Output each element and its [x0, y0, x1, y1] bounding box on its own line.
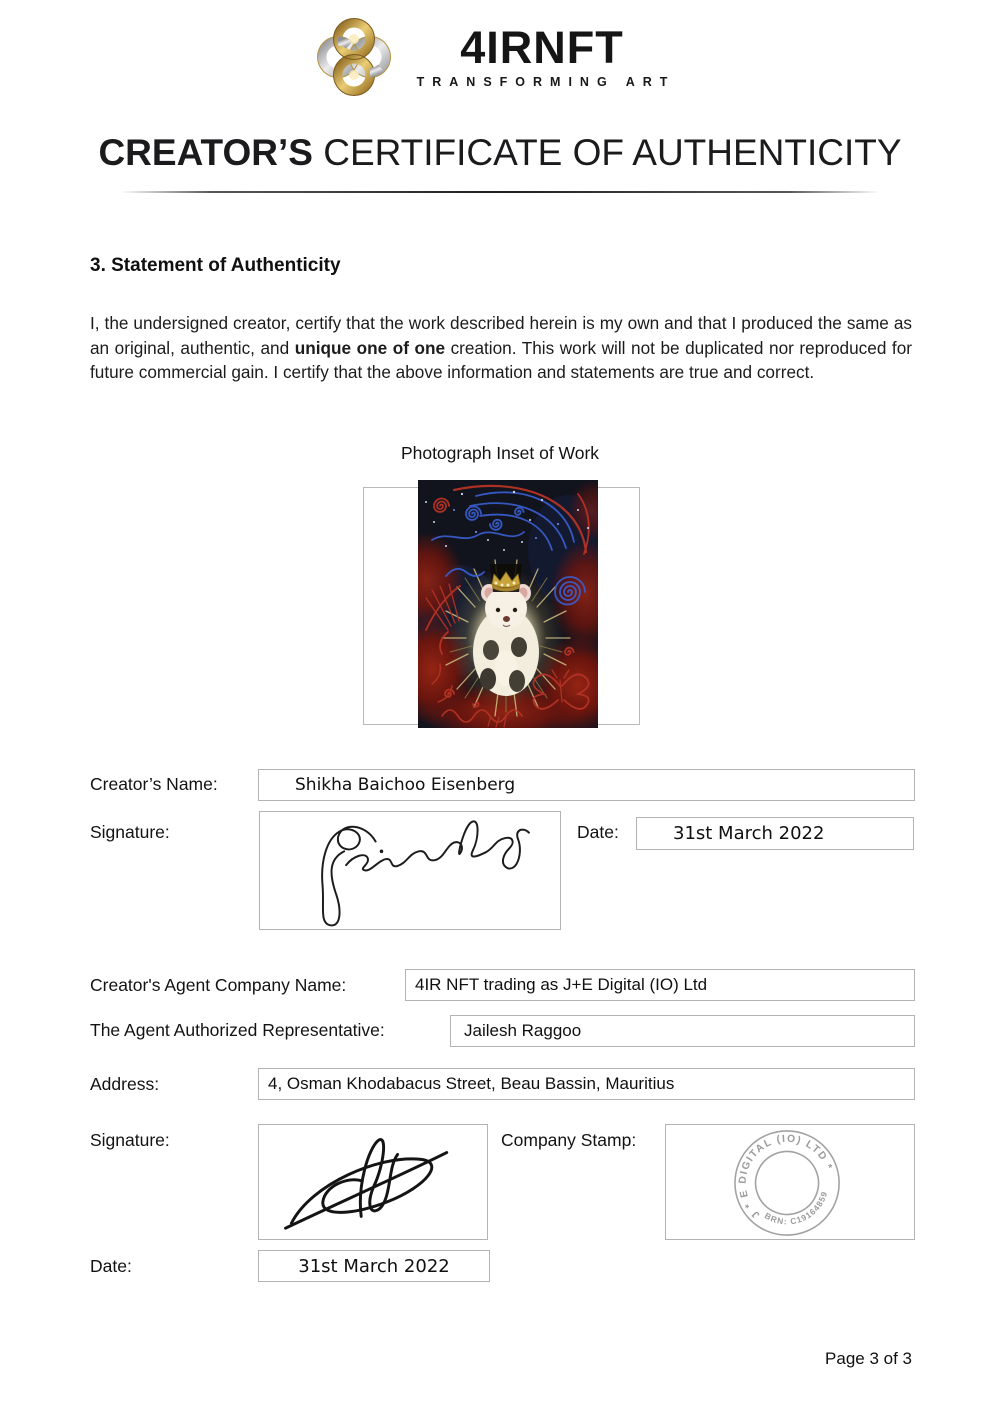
creator-name-value: Shikha Baichoo Eisenberg: [295, 775, 516, 795]
stamp-ring-text: J * E DIGITAL (IO) LTD *: [737, 1132, 835, 1220]
bottom-date-label: Date:: [90, 1256, 132, 1276]
agent-company-value: 4IR NFT trading as J+E Digital (IO) Ltd: [415, 975, 708, 994]
title-divider: [120, 191, 880, 193]
creator-signature-field: [259, 811, 561, 930]
address-value: 4, Osman Khodabacus Street, Beau Bassin, Mauritius: [268, 1074, 675, 1093]
statement-text-bold: unique one of one: [294, 337, 446, 358]
certificate-title: [0, 132, 1000, 174]
date-label: Date:: [577, 822, 619, 842]
company-stamp-image: [666, 1126, 914, 1239]
address-field: [258, 1068, 915, 1100]
agent-signature-field: [258, 1124, 488, 1240]
statement-text-pre: I, the undersigned creator, certify that the work described herein is my own and that I produced the same as an original, authentic, and: [90, 313, 912, 358]
agent-representative-value: Jailesh Raggoo: [464, 1021, 582, 1040]
brand-name: 4IRNFT: [460, 22, 624, 73]
brand-tagline: TRANSFORMING ART: [416, 75, 676, 89]
creator-signature-image: [260, 812, 560, 929]
company-stamp-field: [665, 1124, 915, 1240]
agent-company-field: [405, 969, 915, 1001]
statement-heading: 3. Statement of Authenticity: [90, 255, 341, 276]
date-value: 31st March 2022: [673, 823, 825, 844]
statement-text-post: creation. This work will not be duplicated nor reproduced for future commercial gain. I certify that the above information and statements are true and correct.: [90, 337, 912, 383]
title-bold-part: CREATOR’S: [98, 132, 313, 173]
creator-signature-label: Signature:: [90, 822, 170, 842]
statement-paragraph: [90, 311, 912, 385]
creator-name-label: Creator’s Name:: [90, 774, 218, 794]
address-label: Address:: [90, 1074, 160, 1094]
creator-name-field: [258, 769, 915, 801]
bottom-date-value: 31st March 2022: [298, 1255, 450, 1277]
bottom-date-field: [258, 1250, 490, 1282]
stamp-brn-text: BRN: C19164859: [762, 1189, 830, 1226]
company-stamp-label: Company Stamp:: [501, 1130, 637, 1150]
artwork-image: [418, 480, 598, 728]
brand-text-block: [396, 24, 688, 89]
brand-logo-knot-icon: [316, 13, 392, 101]
agent-company-label: Creator's Agent Company Name:: [90, 975, 347, 995]
title-regular-part: CERTIFICATE OF AUTHENTICITY: [312, 132, 902, 173]
date-field: [636, 817, 914, 850]
agent-representative-field: [450, 1015, 915, 1047]
agent-representative-label: The Agent Authorized Representative:: [90, 1020, 385, 1040]
agent-signature-label: Signature:: [90, 1130, 170, 1150]
photo-caption: Photograph Inset of Work: [400, 443, 600, 463]
agent-signature-image: [259, 1125, 487, 1239]
page-number: Page 3 of 3: [825, 1349, 912, 1368]
